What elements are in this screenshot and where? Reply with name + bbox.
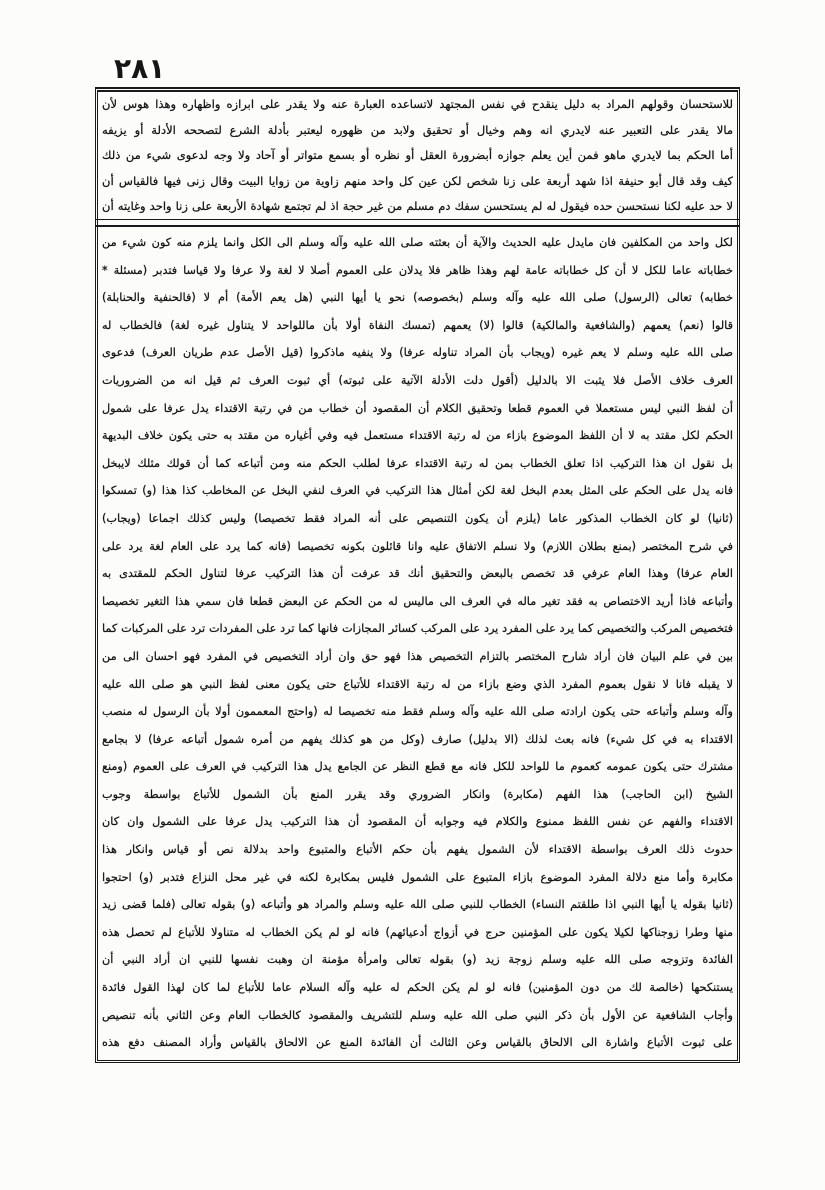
main-text-line: لا يقبله فانا لا نقول بعموم المفرد الذي وضع بازاء من له رتبة الاقتداء للأتباع حتى يكون معنى لفظ النبي هو صلى الله عليه — [102, 677, 733, 691]
main-text-line: العرف خلاف الأصل فلا يثبت الا بالدليل (أقول دلت الأدلة الآتية على ثبوته) أي ثبوت العرف ثم قيل انه من الضروريات — [102, 373, 733, 387]
main-text-line: وأتباعه فاذا أريد الاختصاص به فقد تغير ماله في العرف الى ماليس له من الحكم عن البعض قطعا فان سمي هذا التغير تخصيصا — [102, 594, 733, 608]
main-text-line: فانه يدل على الحكم على المثل بعدم البخل لغة لكن أمثال هذا التركيب في العرف لنفي البخل عن المخاطب كذا هذا (و) تمسكوا — [102, 484, 733, 498]
commentary-line: أما الحكم بما لايدري ماهو فمن أين يعلم جوازه أبضرورة العقل أو نظره أو بسمع متواتر أو آحاد ولا وجه لدعوى شيء من ذلك — [102, 148, 733, 162]
main-text-line: الاقتداء به في كل شيء) فانه بعث لذلك (الا بدليل) صارف (وكل من هو كذلك يفهم من أمره شمول أتباعه عرفا) لا بجامع — [102, 732, 733, 746]
main-text-line: (ثانيا بقوله يا أيها النبي اذا طلقتم النساء) الخطاب للنبي صلى الله عليه وسلم والمراد هو وأتباعه (و) بقوله تعالى (فلما قضى زيد — [102, 898, 733, 912]
main-text-line: مشترك حتى يكون عمومه كعموم ما للواحد للكل فانه مع قطع النظر عن الجامع يدل هذا التركيب في العرف على العموم (ومنع — [102, 760, 733, 774]
main-text-line: مكابرة وأما منع دلالة المفرد الموضوع بازاء المتبوع على الشمول فليس بمكابرة لكنه في غير محل النزاع فتدبر (و) احتجوا — [102, 870, 733, 884]
main-text-line: حدوث ذلك العرف بواسطة الاقتداء لأن الشمول يفهم بأن حكم الأتباع والمتبوع واحد بدلالة نص أو قياس وانكار هذا — [102, 843, 733, 857]
main-text-line: منها وطرا زوجناكها لكيلا يكون على المؤمنين حرج في أزواج أدعيائهم) فانه لو لم يكن الخطاب له متناولا للأتباع لم تحصل هذه — [102, 925, 733, 939]
main-text-line: خطابه) تعالى (الرسول) صلى الله عليه وآله وسلم (بخصوصه) نحو يا أيها النبي (هل يعم الأمة) أم لا (فالحنفية والحنابلة) — [102, 291, 733, 305]
main-text-line: وأجاب الشافعية عن الأول بأن ذكر النبي صلى الله عليه وسلم للتشريف والمقصود كالخطاب العام وعن الثاني بأنه تنصيص — [102, 1008, 733, 1022]
main-text-line: الفائدة وتزوجه صلى الله عليه وسلم زوجة زيد (و) بقوله تعالى وامرأة مؤمنة ان وهبت نفسها للنبي ان أراد النبي أن — [102, 953, 733, 967]
box-separator-rule — [95, 219, 740, 227]
main-text-line: على ثبوت الأتباع واشارة الى الالحاق بالقياس وعن الثالث أن الفائدة المنع عن الالحاق بالقياس وأراد المصنف دفع هذه — [102, 1036, 733, 1050]
main-text-line: قالوا (نعم) يعمهم (والشافعية والمالكية) قالوا (لا) يعمهم (تمسك النفاة أولا بأن ماللواحد لا يتناول غيره لغة) فالخطاب له — [102, 318, 733, 332]
main-text-line: لكل واحد من المكلفين فان مايدل عليه الحديث والآية أن بعثته صلى الله عليه وآله وسلم الى الكل وانما يلزم منه كون شيء من — [102, 236, 733, 249]
commentary-line: لا حد عليه لكنا نستحسن حده فيقول له لم يستحسن سفك دم مسلم من غير حجة اذ لم تجتمع شهادة الأربعة على زنا واحد وغايته أن — [102, 199, 733, 213]
main-text-line: (ثانيا) لو كان الخطاب المذكور عاما (يلزم أن يكون التنصيص على أنه المراد فقط تخصيصا) وليس كذلك اجماعا (ويجاب) — [102, 511, 733, 525]
commentary-line: للاستحسان وقولهم المراد به دليل ينقدح في نفس المجتهد لاتساعده العبارة عنه ولا يقدر على ابرازه واظهاره وهذا هوس لأن — [102, 97, 733, 111]
page-number: ٢٨١ — [114, 52, 166, 85]
main-text-line: أن لفظ النبي ليس مستعملا في العموم قطعا وتحقيق الكلام أن المقصود أن خطاب من في رتبة الاقتداء يدل عرفا على شمول — [102, 401, 733, 415]
main-text-line: العام عرفا) وهذا العام عرفي قد تخصص بالبعض والتحقيق أنك قد عرفت أن هذا التركيب عرفا لتناول الحكم للمقتدى به — [102, 567, 733, 581]
main-text-line: في شرح المختصر (بمنع بطلان اللازم) ولا نسلم الاتفاق عليه وانا قائلون بكونه تخصيصا (فانه كما يرد على العام لغة يرد على — [102, 539, 733, 553]
main-text-line: خطاباته عاما للكل لا أن كل خطاباته عامة لهم وهذا ظاهر فلا يدلان على العموم أصلا لا لغة ولا عرفا ولا قياسا فتدبر (مسئلة * — [102, 263, 733, 277]
main-text-line: صلى الله عليه وسلم لا يعم غيره (ويجاب بأن المراد تناوله عرفا) ولا ينفيه ماذكروا (قيل الأصل عدم طريان العرف) فدعوى — [102, 346, 733, 360]
main-text-line: فتخصيص المركب والتخصيص كما يرد على المفرد يرد على المركب كسائر المجازات فانها كما ترد على المفردات ترد على المركبات كما — [102, 622, 733, 636]
commentary-line: كيف وقد قال أبو حنيفة اذا شهد أربعة على زنا شخص لكن عين كل واحد منهم زاوية من زوايا البيت وقال زنى فيها فالقياس أن — [102, 173, 733, 188]
main-text-line: بين في علم البيان فان أراد شارح المختصر بالتزام التخصيص هذا فهو حق وان أراد التخصيص في المفرد فهو احسان الى من — [102, 649, 733, 663]
main-text-line: الاقتداء والفهم عن نفس اللفظ ممنوع والكلام فيه وجوابه أن المقصود أن هذا التركيب يدل عرفا على الشمول وان كان — [102, 815, 733, 829]
commentary-line: مالا يقدر على التعبير عنه لايدري انه وهم وخيال أو تحقيق ولابد من ظهوره ليعتبر بأدلة الشرع لتصححه الأدلة أو يزيفه — [102, 122, 733, 137]
main-text-line: بل نقول ان هذا التركيب اذا تعلق الخطاب بمن له رتبة الاقتداء عرفا لطلب الحكم منه ومن أتباعه كما أن قولك مثلك لايبخل — [102, 456, 733, 470]
main-text-line: الشيخ (ابن الحاجب) هذا الفهم (مكابرة) وانكار الضروري وقد يقرر المنع بأن الشمول للأتباع بواسطة وجوب — [102, 787, 733, 801]
commentary-box — [102, 92, 733, 220]
main-text-line: الحكم لكل مقتد به لا أن اللفظ الموضوع بازاء من له رتبة الاقتداء مستعمل فيه وفي أغياره من مقتد به حتى يكون خلاف البديهة — [102, 429, 733, 443]
main-text-line: يستنكحها (خالصة لك من دون المؤمنين) فانه لو لم يكن الحكم له عليه وآله السلام عاما للأتباع لما كان لهذا القول فائدة — [102, 981, 733, 995]
main-text-line: وآله وسلم وأتباعه حتى يكون ارادته صلى الله عليه وآله وسلم فقط منه تخصيصا له (واحتج المعممون أولا بأن الرسول له منصب — [102, 705, 733, 719]
main-text-box — [102, 229, 733, 1057]
